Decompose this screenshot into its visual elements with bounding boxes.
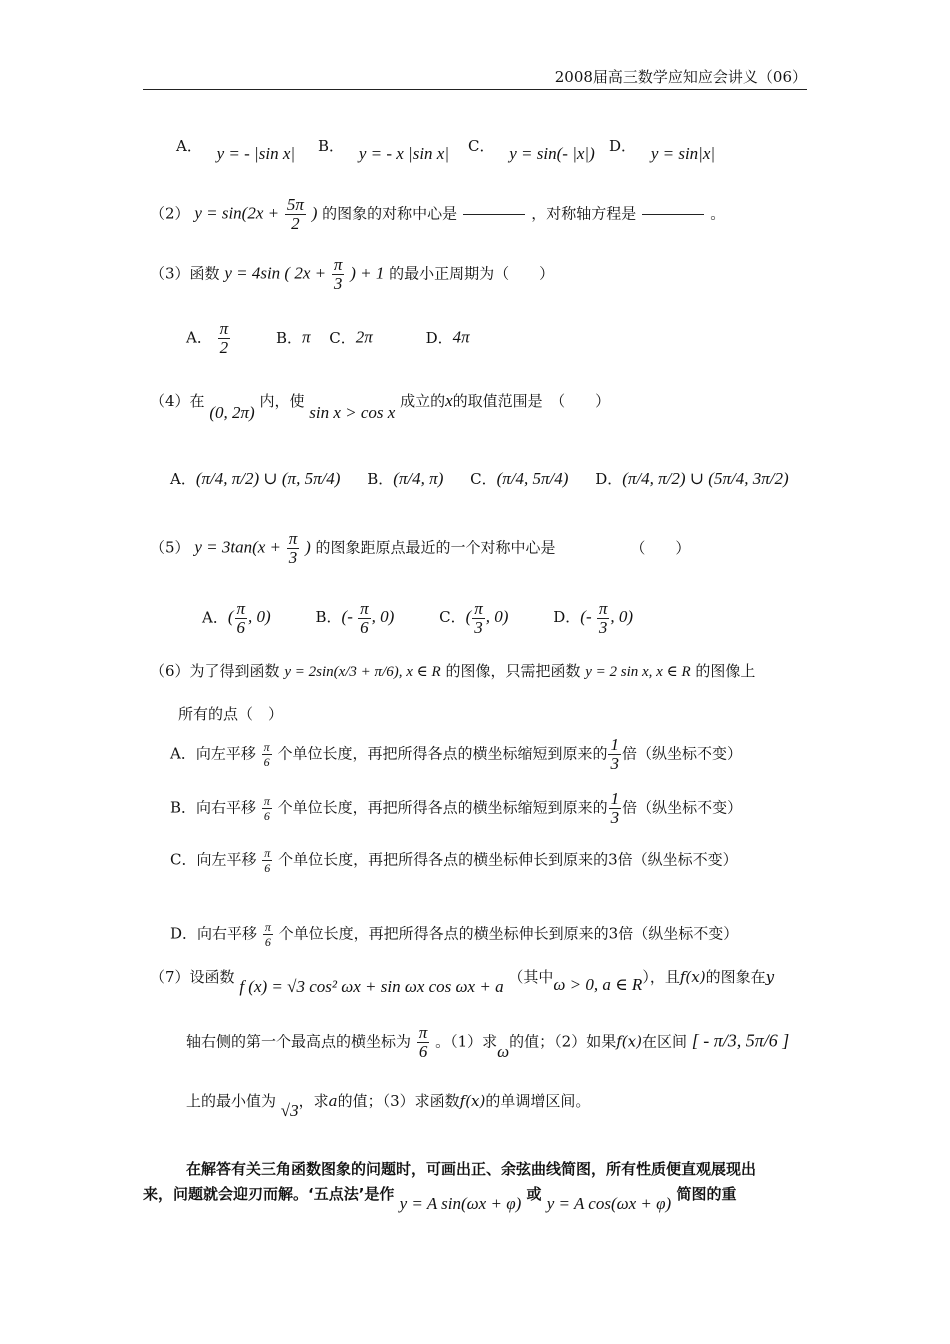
q7-omega: ω xyxy=(497,1041,510,1061)
option-text: 倍（纵坐标不变） xyxy=(618,924,739,943)
option-text: 向右平移 xyxy=(196,798,257,817)
q2-text3: 。 xyxy=(710,204,726,223)
option-expr: (π/4, π/2) ∪ (π, 5π/4) xyxy=(195,469,341,488)
scale-fraction xyxy=(608,736,621,773)
q7-fx: f(x) xyxy=(459,1092,486,1110)
numerator: π xyxy=(264,920,271,934)
q2-text: 的图象的对称中心是 xyxy=(322,204,458,223)
option-fraction xyxy=(472,600,485,637)
question-4 xyxy=(150,390,611,422)
note-formula-sin: y = A sin(ωx + φ) xyxy=(399,1194,522,1213)
q7-fx: f(x) xyxy=(679,968,706,986)
denominator: 3 xyxy=(610,754,619,773)
option-label: B． xyxy=(367,470,394,488)
q1-option-d xyxy=(609,135,716,163)
option-label: D． xyxy=(553,608,581,627)
option-text: 倍（纵坐标不变） xyxy=(621,744,742,763)
numerator: π xyxy=(263,794,270,808)
option-label: D． xyxy=(595,470,623,488)
shift-fraction xyxy=(263,920,273,949)
option-fraction xyxy=(235,600,248,637)
option-text: 个单位长度，再把所得各点的横坐标伸长到原来的 xyxy=(278,850,609,869)
numerator: 5π xyxy=(286,195,304,214)
q7-y: y xyxy=(765,968,775,986)
q7-text: （其中 xyxy=(508,968,554,986)
numerator: π xyxy=(288,529,298,548)
option-label: B． xyxy=(275,328,302,347)
numerator: π xyxy=(598,599,608,618)
answer-blank xyxy=(463,214,525,215)
q7-fraction xyxy=(417,1024,430,1061)
q6-target-function: y = 2sin(x/3 + π/6), x ∈ R xyxy=(284,664,441,680)
q7-text: 上的最小值为 xyxy=(186,1092,277,1110)
option-label: A． xyxy=(170,744,196,763)
q3-fraction xyxy=(332,256,345,293)
option-fraction xyxy=(358,600,371,637)
q7-text: 的单调增区间。 xyxy=(485,1092,591,1110)
q4-text3: 的取值范围是 （ ） xyxy=(452,392,611,410)
header-rule xyxy=(143,89,807,90)
option-label: D． xyxy=(170,924,198,943)
option-label: D． xyxy=(425,328,453,347)
q7-text: 的值；（3）求函数 xyxy=(337,1092,460,1110)
q7-text: 的图象在 xyxy=(705,968,766,986)
question-number: （7）设函数 xyxy=(150,968,235,986)
option-sign: - xyxy=(347,607,358,627)
option-label: D． xyxy=(609,137,637,155)
q2-fraction xyxy=(285,196,306,233)
option-text: 向左平移 xyxy=(196,850,257,869)
option-label: B． xyxy=(170,798,197,817)
q4-inequality: sin x > cos x xyxy=(309,403,396,422)
q7-text: 轴右侧的第一个最高点的横坐标为 xyxy=(186,1032,412,1051)
q5-expr: y = 3tan(x + xyxy=(194,537,281,557)
option-expr: (π/4, 5π/4) xyxy=(496,469,569,488)
q3-option-a-fraction xyxy=(218,320,231,357)
numerator: π xyxy=(219,319,229,338)
q5-fraction xyxy=(287,530,300,567)
denominator: 3 xyxy=(610,808,620,827)
q2-expr: y = sin(2x + xyxy=(194,203,280,223)
q7-condition: ω > 0, a ∈ R xyxy=(553,975,643,994)
option-label: C． xyxy=(470,470,497,488)
option-expr: y = - |sin x| xyxy=(216,144,296,163)
question-number: （4）在 xyxy=(150,392,205,410)
q7-a: a xyxy=(328,1092,338,1110)
denominator: 2 xyxy=(219,338,229,357)
option-label: C． xyxy=(468,137,495,155)
shift-fraction xyxy=(262,794,272,823)
note-text: 来，问题就会迎刃而解。‘五点法’是作 xyxy=(143,1185,395,1203)
q1-option-a xyxy=(176,135,296,163)
option-label: A． xyxy=(170,470,196,488)
q4-options xyxy=(170,468,789,489)
q5-options: A．( $\frac{\pi}{6}$ , 0) B．(- $\frac{\pi}{6}$ , 0) C．( $\frac{\pi}{3}$ , 0) D．(- $\frac{\pi}{3}$ , 0) xyxy=(202,599,634,637)
q7-fx: f(x) xyxy=(616,1032,642,1051)
option-text: 个单位长度，再把所得各点的横坐标缩短到原来的 xyxy=(277,744,608,763)
q3-options xyxy=(186,320,470,357)
numerator: 1 xyxy=(610,789,620,808)
denominator: 6 xyxy=(264,861,271,875)
q4-interval: (0, 2π) xyxy=(209,403,255,422)
q7-text: 。（1）求 xyxy=(435,1032,498,1051)
q3-expr: y = 4sin ( 2x + xyxy=(224,263,327,283)
q7-text: 在区间 xyxy=(641,1032,687,1051)
option-text: 个单位长度，再把所得各点的横坐标伸长到原来的 xyxy=(278,924,609,943)
q6-option-a xyxy=(170,736,742,773)
option-label: C． xyxy=(329,328,356,347)
numerator: 1 xyxy=(610,735,619,754)
question-number: （6）为了得到函数 xyxy=(150,662,280,680)
q7-line3 xyxy=(186,1090,591,1120)
option-label: B． xyxy=(318,137,345,155)
q4-variable: x xyxy=(445,391,453,410)
question-number: （3）函数 xyxy=(150,264,220,283)
denominator: 6 xyxy=(264,935,271,949)
option-factor: 3 xyxy=(608,924,619,943)
denominator: 6 xyxy=(418,1042,428,1061)
denominator: 3 xyxy=(333,274,343,293)
question-number: （5） xyxy=(150,538,190,557)
numerator: π xyxy=(474,599,483,618)
numerator: π xyxy=(360,599,369,618)
denominator: 6 xyxy=(360,618,369,637)
option-label: B． xyxy=(315,608,342,627)
option-expr: (π/4, π) xyxy=(393,469,444,488)
q7-text: 的值；（2）如果 xyxy=(509,1032,617,1051)
q5-text: 的图象距原点最近的一个对称中心是 xyxy=(315,538,556,557)
q7-sqrt3: √3 xyxy=(280,1101,299,1120)
shift-fraction xyxy=(262,846,272,875)
numerator: π xyxy=(263,740,270,754)
question-6 xyxy=(150,660,755,681)
note-line1: 在解答有关三角函数图象的问题时，可画出正、余弦曲线简图，所有性质便直观展现出 xyxy=(186,1160,757,1178)
shift-fraction xyxy=(262,740,272,769)
denominator: 3 xyxy=(288,548,298,567)
option-text: 向右平移 xyxy=(197,924,258,943)
q7-function: f (x) = √3 cos² ωx + sin ωx cos ωx + a xyxy=(239,977,504,996)
q5-answer-paren: （ ） xyxy=(630,538,691,557)
scale-fraction xyxy=(609,790,622,827)
option-sign: - xyxy=(585,607,596,627)
option-label: C． xyxy=(170,850,197,869)
option-expr: y = - x |sin x| xyxy=(358,144,450,163)
denominator: 6 xyxy=(236,618,246,637)
q6-option-d xyxy=(170,920,738,949)
question-5 xyxy=(150,530,690,567)
q6-source-function: y = 2 sin x, x ∈ R xyxy=(585,664,691,680)
q2-text2: ，对称轴方程是 xyxy=(531,204,637,223)
q5-expr-end: ) xyxy=(305,537,311,557)
answer-blank xyxy=(642,214,704,215)
q7-text: ），且 xyxy=(642,968,680,986)
option-text: 倍（纵坐标不变） xyxy=(622,798,743,817)
q3-text: 的最小正周期为（ ） xyxy=(389,264,555,283)
note-text: 简图的重 xyxy=(676,1185,737,1203)
option-text: 倍（纵坐标不变） xyxy=(617,850,738,869)
q2-expr-end: ) xyxy=(311,203,318,223)
question-number: （2） xyxy=(150,204,190,223)
option-value: 2π xyxy=(355,327,373,347)
option-expr: (π/4, π/2) ∪ (5π/4, 3π/2) xyxy=(622,469,789,488)
q6-text2: 的图像上 xyxy=(695,662,756,680)
q6-option-b xyxy=(170,790,742,827)
option-factor: 3 xyxy=(608,850,618,869)
note-text: 或 xyxy=(526,1185,542,1203)
q6-line2: 所有的点（ ） xyxy=(178,705,284,723)
note-line2 xyxy=(143,1183,737,1213)
option-label: C． xyxy=(439,608,466,627)
question-3 xyxy=(150,256,554,293)
q7-interval: [ - π/3, 5π/6 ] xyxy=(691,1030,790,1051)
option-label: A． xyxy=(202,608,228,627)
note-formula-cos: y = A cos(ωx + φ) xyxy=(546,1194,672,1213)
q3-expr-end: ) + 1 xyxy=(350,263,385,283)
page-header-title: 2008届高三数学应知应会讲义（06） xyxy=(554,68,807,86)
q6-option-c xyxy=(170,846,738,875)
question-2 xyxy=(150,196,725,233)
denominator: 3 xyxy=(474,618,483,637)
q4-text2: 成立的 xyxy=(400,392,446,410)
q4-text: 内，使 xyxy=(259,392,305,410)
question-7 xyxy=(150,966,775,996)
denominator: 6 xyxy=(263,809,270,823)
q1-option-c xyxy=(468,135,595,163)
q7-text: ，求 xyxy=(298,1092,329,1110)
q7-line2 xyxy=(186,1024,789,1061)
numerator: π xyxy=(333,255,343,274)
denominator: 6 xyxy=(263,755,270,769)
denominator: 2 xyxy=(291,214,300,233)
option-value: π xyxy=(301,327,311,347)
option-label: A． xyxy=(186,328,212,347)
option-expr: y = sin|x| xyxy=(650,144,716,163)
denominator: 3 xyxy=(598,618,608,637)
option-fraction xyxy=(597,600,610,637)
option-text: 个单位长度，再把所得各点的横坐标缩短到原来的 xyxy=(277,798,608,817)
q6-text: 的图像，只需把函数 xyxy=(445,662,581,680)
option-label: A． xyxy=(176,137,202,155)
option-value: 4π xyxy=(452,327,470,347)
numerator: π xyxy=(418,1023,428,1042)
option-expr: y = sin(- |x|) xyxy=(509,144,595,163)
option-text: 向左平移 xyxy=(195,744,256,763)
numerator: π xyxy=(264,846,271,860)
q1-option-b xyxy=(318,135,450,163)
numerator: π xyxy=(236,599,246,618)
